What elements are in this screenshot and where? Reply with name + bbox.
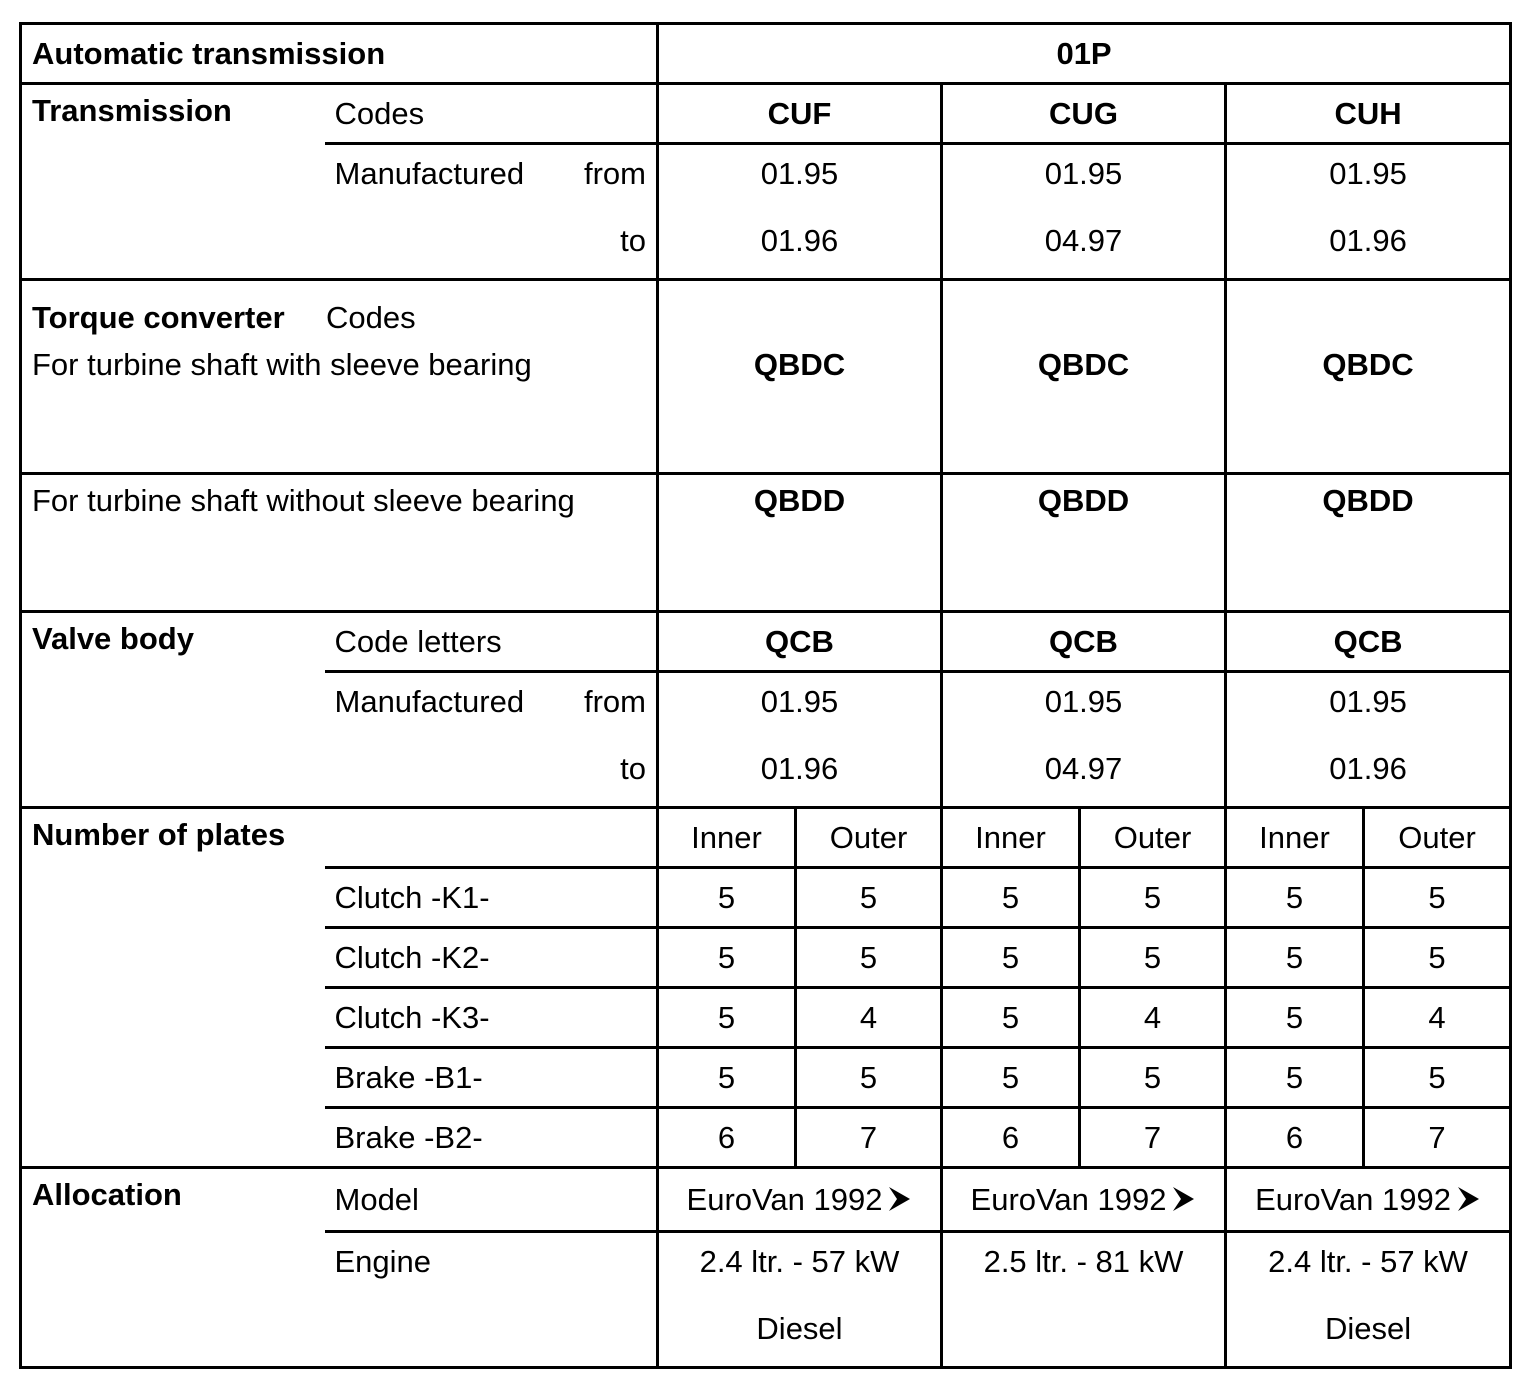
valve-body-code: QCB bbox=[1226, 612, 1511, 672]
without-sleeve-code: QBDD bbox=[658, 474, 942, 612]
without-sleeve-code: QBDD bbox=[942, 474, 1226, 612]
plate-count: 6 bbox=[1226, 1108, 1364, 1168]
plate-count: 5 bbox=[658, 988, 796, 1048]
transmission-from: 01.95 bbox=[658, 144, 942, 204]
valve-body-codes-row bbox=[21, 612, 1511, 672]
header-row bbox=[21, 24, 1511, 84]
valve-body-from: 01.95 bbox=[942, 672, 1226, 732]
allocation-fuel: Diesel bbox=[1226, 1292, 1511, 1368]
inner-header: Inner bbox=[942, 808, 1080, 868]
transmission-label: Transmission bbox=[21, 84, 325, 280]
header-value: 01P bbox=[658, 24, 1511, 84]
plate-count: 5 bbox=[658, 928, 796, 988]
inner-header: Inner bbox=[658, 808, 796, 868]
plate-component: Brake -B1- bbox=[325, 1048, 658, 1108]
plate-count: 5 bbox=[796, 928, 942, 988]
transmission-to: 04.97 bbox=[942, 204, 1226, 280]
allocation-model-row bbox=[21, 1168, 1511, 1232]
allocation-engine: 2.4 ltr. - 57 kW bbox=[1226, 1232, 1511, 1292]
allocation-fuel-blank bbox=[325, 1292, 658, 1368]
plate-count: 5 bbox=[1226, 1048, 1364, 1108]
with-sleeve-code: QBDC bbox=[1226, 280, 1511, 474]
transmission-to: 01.96 bbox=[658, 204, 942, 280]
valve-body-label: Valve body bbox=[21, 612, 325, 808]
plate-count: 7 bbox=[1080, 1108, 1226, 1168]
plate-count: 5 bbox=[1364, 928, 1511, 988]
plate-count: 5 bbox=[1364, 868, 1511, 928]
plate-count: 4 bbox=[1364, 988, 1511, 1048]
from-label: from bbox=[584, 684, 646, 720]
plate-component: Clutch -K2- bbox=[325, 928, 658, 988]
engine-label: Engine bbox=[325, 1232, 658, 1292]
valve-body-to: 01.96 bbox=[658, 732, 942, 808]
valve-body-manufactured-from bbox=[325, 672, 658, 732]
torque-converter-label: Torque converter bbox=[32, 300, 285, 336]
transmission-to-label: to bbox=[325, 204, 658, 280]
with-sleeve-label: For turbine shaft with sleeve bearing bbox=[32, 347, 532, 382]
valve-body-to: 01.96 bbox=[1226, 732, 1511, 808]
plate-count: 5 bbox=[658, 1048, 796, 1108]
plate-count: 5 bbox=[942, 988, 1080, 1048]
plate-count: 5 bbox=[942, 868, 1080, 928]
valve-body-to-label: to bbox=[325, 732, 658, 808]
plate-count: 7 bbox=[796, 1108, 942, 1168]
plate-count: 5 bbox=[658, 868, 796, 928]
plate-count: 5 bbox=[796, 868, 942, 928]
without-sleeve-label: For turbine shaft without sleeve bearing bbox=[21, 474, 658, 612]
torque-converter-cell bbox=[21, 280, 658, 474]
plate-count: 5 bbox=[1226, 868, 1364, 928]
without-sleeve-row bbox=[21, 474, 1511, 612]
transmission-code: CUH bbox=[1226, 84, 1511, 144]
chevron-right-icon bbox=[1170, 1185, 1196, 1213]
plate-component: Brake -B2- bbox=[325, 1108, 658, 1168]
allocation-fuel: Diesel bbox=[658, 1292, 942, 1368]
plate-count: 5 bbox=[796, 1048, 942, 1108]
transmission-manufactured-from bbox=[325, 144, 658, 204]
plate-count: 5 bbox=[1226, 928, 1364, 988]
valve-body-code: QCB bbox=[658, 612, 942, 672]
outer-header: Outer bbox=[1080, 808, 1226, 868]
allocation-model bbox=[942, 1168, 1226, 1232]
transmission-from: 01.95 bbox=[942, 144, 1226, 204]
outer-header: Outer bbox=[1364, 808, 1511, 868]
plate-count: 5 bbox=[942, 1048, 1080, 1108]
plate-count: 5 bbox=[1080, 928, 1226, 988]
valve-body-from: 01.95 bbox=[658, 672, 942, 732]
inner-header: Inner bbox=[1226, 808, 1364, 868]
plate-count: 5 bbox=[1226, 988, 1364, 1048]
transmission-to: 01.96 bbox=[1226, 204, 1511, 280]
allocation-model bbox=[1226, 1168, 1511, 1232]
allocation-fuel bbox=[942, 1292, 1226, 1368]
from-label: from bbox=[584, 156, 646, 192]
model-name: EuroVan 1992 bbox=[970, 1181, 1167, 1217]
outer-header: Outer bbox=[796, 808, 942, 868]
model-label: Model bbox=[325, 1168, 658, 1232]
manufactured-label: Manufactured bbox=[334, 156, 525, 192]
plate-count: 6 bbox=[942, 1108, 1080, 1168]
plate-count: 5 bbox=[1080, 868, 1226, 928]
model-name: EuroVan 1992 bbox=[686, 1181, 883, 1217]
plates-header-blank bbox=[325, 808, 658, 868]
allocation-model bbox=[658, 1168, 942, 1232]
plate-count: 5 bbox=[1080, 1048, 1226, 1108]
header-label: Automatic transmission bbox=[21, 24, 658, 84]
plate-count: 5 bbox=[942, 928, 1080, 988]
transmission-code: CUF bbox=[658, 84, 942, 144]
manufactured-label: Manufactured bbox=[334, 684, 525, 720]
valve-body-from: 01.95 bbox=[1226, 672, 1511, 732]
valve-body-to: 04.97 bbox=[942, 732, 1226, 808]
torque-converter-codes-label: Codes bbox=[326, 300, 416, 336]
chevron-right-icon bbox=[886, 1185, 912, 1213]
plate-count: 4 bbox=[1080, 988, 1226, 1048]
allocation-engine: 2.5 ltr. - 81 kW bbox=[942, 1232, 1226, 1292]
torque-converter-row bbox=[21, 280, 1511, 474]
transmission-codes-label: Codes bbox=[325, 84, 658, 144]
plates-label: Number of plates bbox=[21, 808, 325, 1168]
valve-body-code: QCB bbox=[942, 612, 1226, 672]
with-sleeve-code: QBDC bbox=[942, 280, 1226, 474]
with-sleeve-code: QBDC bbox=[658, 280, 942, 474]
plate-count: 4 bbox=[796, 988, 942, 1048]
allocation-engine: 2.4 ltr. - 57 kW bbox=[658, 1232, 942, 1292]
plate-count: 6 bbox=[658, 1108, 796, 1168]
plate-component: Clutch -K1- bbox=[325, 868, 658, 928]
without-sleeve-code: QBDD bbox=[1226, 474, 1511, 612]
transmission-spec-table bbox=[19, 22, 1512, 1369]
plate-component: Clutch -K3- bbox=[325, 988, 658, 1048]
transmission-code: CUG bbox=[942, 84, 1226, 144]
transmission-codes-row bbox=[21, 84, 1511, 144]
code-letters-label: Code letters bbox=[325, 612, 658, 672]
model-name: EuroVan 1992 bbox=[1255, 1181, 1451, 1217]
chevron-right-icon bbox=[1455, 1185, 1481, 1213]
transmission-from: 01.95 bbox=[1226, 144, 1511, 204]
plate-count: 5 bbox=[1364, 1048, 1511, 1108]
plates-header-row bbox=[21, 808, 1511, 868]
plate-count: 7 bbox=[1364, 1108, 1511, 1168]
allocation-label: Allocation bbox=[21, 1168, 325, 1368]
